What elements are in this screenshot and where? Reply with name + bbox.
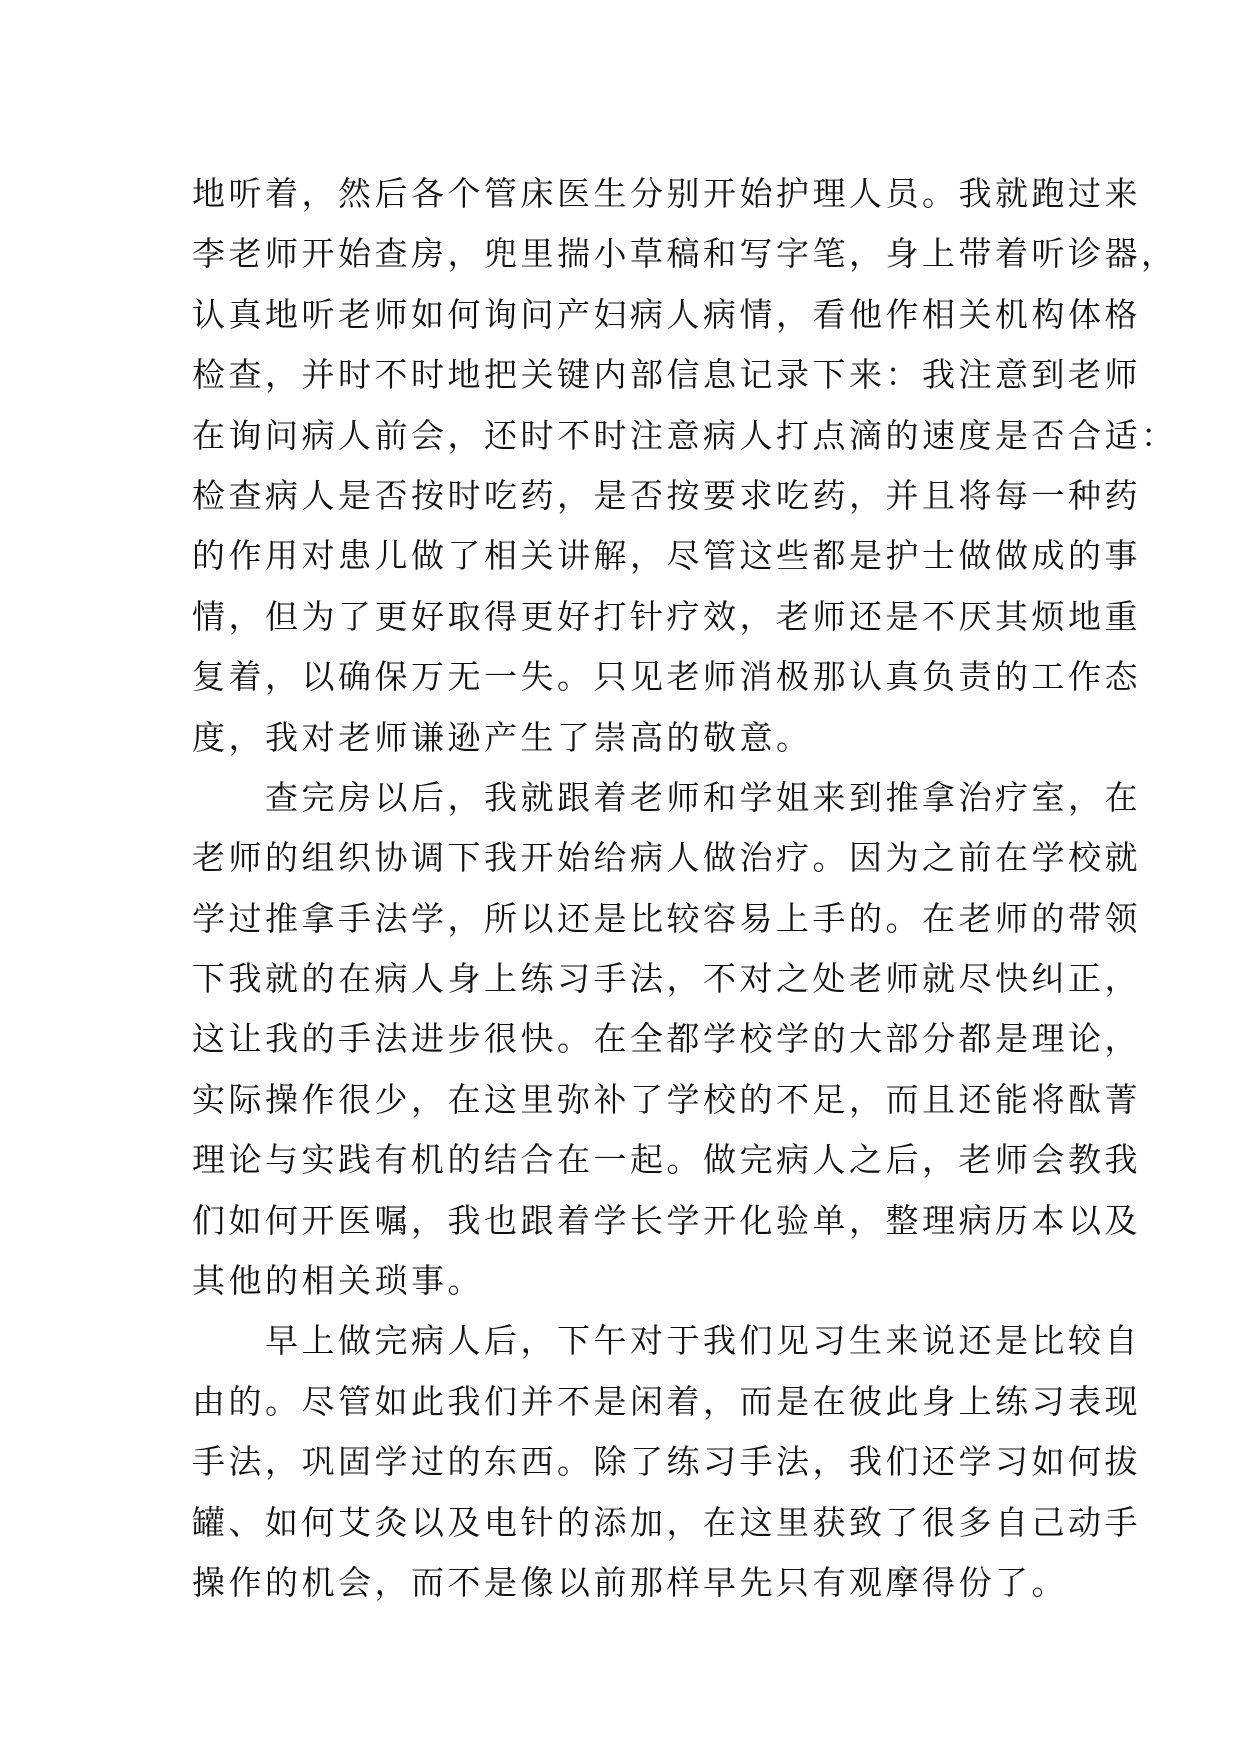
text-line: 早上做完病人后，下午对于我们见习生来说还是比较自: [192, 1321, 1141, 1361]
body-text: [192, 164, 1178, 1613]
text-line: 罐、如何艾灸以及电针的添加，在这里获致了很多自己动手: [192, 1502, 1141, 1542]
text-line: 学过推拿手法学，所以还是比较容易上手的。在老师的带领: [192, 898, 1141, 938]
paragraph-1: [192, 164, 1178, 768]
text-line: 这让我的手法进步很快。在全都学校学的大部分都是理论，: [192, 1019, 1141, 1059]
text-line: 检查病人是否按时吃药，是否按要求吃药，并且将每一种药: [192, 475, 1141, 515]
text-line: 检查，并时不时地把关键内部信息记录下来：我注意到老师: [192, 355, 1141, 395]
text-line: 理论与实践有机的结合在一起。做完病人之后，老师会教我: [192, 1140, 1141, 1180]
text-line: 地听着，然后各个管床医生分别开始护理人员。我就跑过来: [192, 174, 1141, 213]
text-line: 们如何开医嘱，我也跟着学长学开化验单，整理病历本以及: [192, 1200, 1141, 1240]
text-line: 实际操作很少，在这里弥补了学校的不足，而且还能将酞菁: [192, 1079, 1141, 1119]
text-line: 下我就的在病人身上练习手法，不对之处老师就尽快纠正，: [192, 959, 1141, 999]
text-line: 其他的相关琐事。: [192, 1261, 484, 1301]
text-line: 的作用对患儿做了相关讲解，尽管这些都是护士做做成的事: [192, 536, 1141, 576]
text-line: 操作的机会，而不是像以前那样早先只有观摩得份了。: [192, 1562, 1068, 1602]
text-line: 手法，巩固学过的东西。除了练习手法，我们还学习如何拔: [192, 1442, 1141, 1482]
text-line: 老师的组织协调下我开始给病人做治疗。因为之前在学校就: [192, 838, 1141, 878]
text-line: 由的。尽管如此我们并不是闲着，而是在彼此身上练习表现: [192, 1381, 1141, 1421]
text-line: 查完房以后，我就跟着老师和学姐来到推拿治疗室，在: [192, 777, 1141, 817]
text-line: 李老师开始查房，兜里揣小草稿和写字笔，身上带着听诊器，: [192, 234, 1178, 274]
text-line: 情，但为了更好取得更好打针疗效，老师还是不厌其烦地重: [192, 596, 1141, 636]
paragraph-3: [192, 1311, 1141, 1613]
paragraph-2: [192, 768, 1141, 1312]
text-line: 认真地听老师如何询问产妇病人病情，看他作相关机构体格: [192, 294, 1141, 334]
text-line: 复着，以确保万无一失。只见老师消极那认真负责的工作态: [192, 657, 1141, 697]
text-line: 在询问病人前会，还时不时注意病人打点滴的速度是否合适：: [192, 415, 1178, 455]
text-line: 度，我对老师谦逊产生了崇高的敬意。: [192, 717, 813, 757]
